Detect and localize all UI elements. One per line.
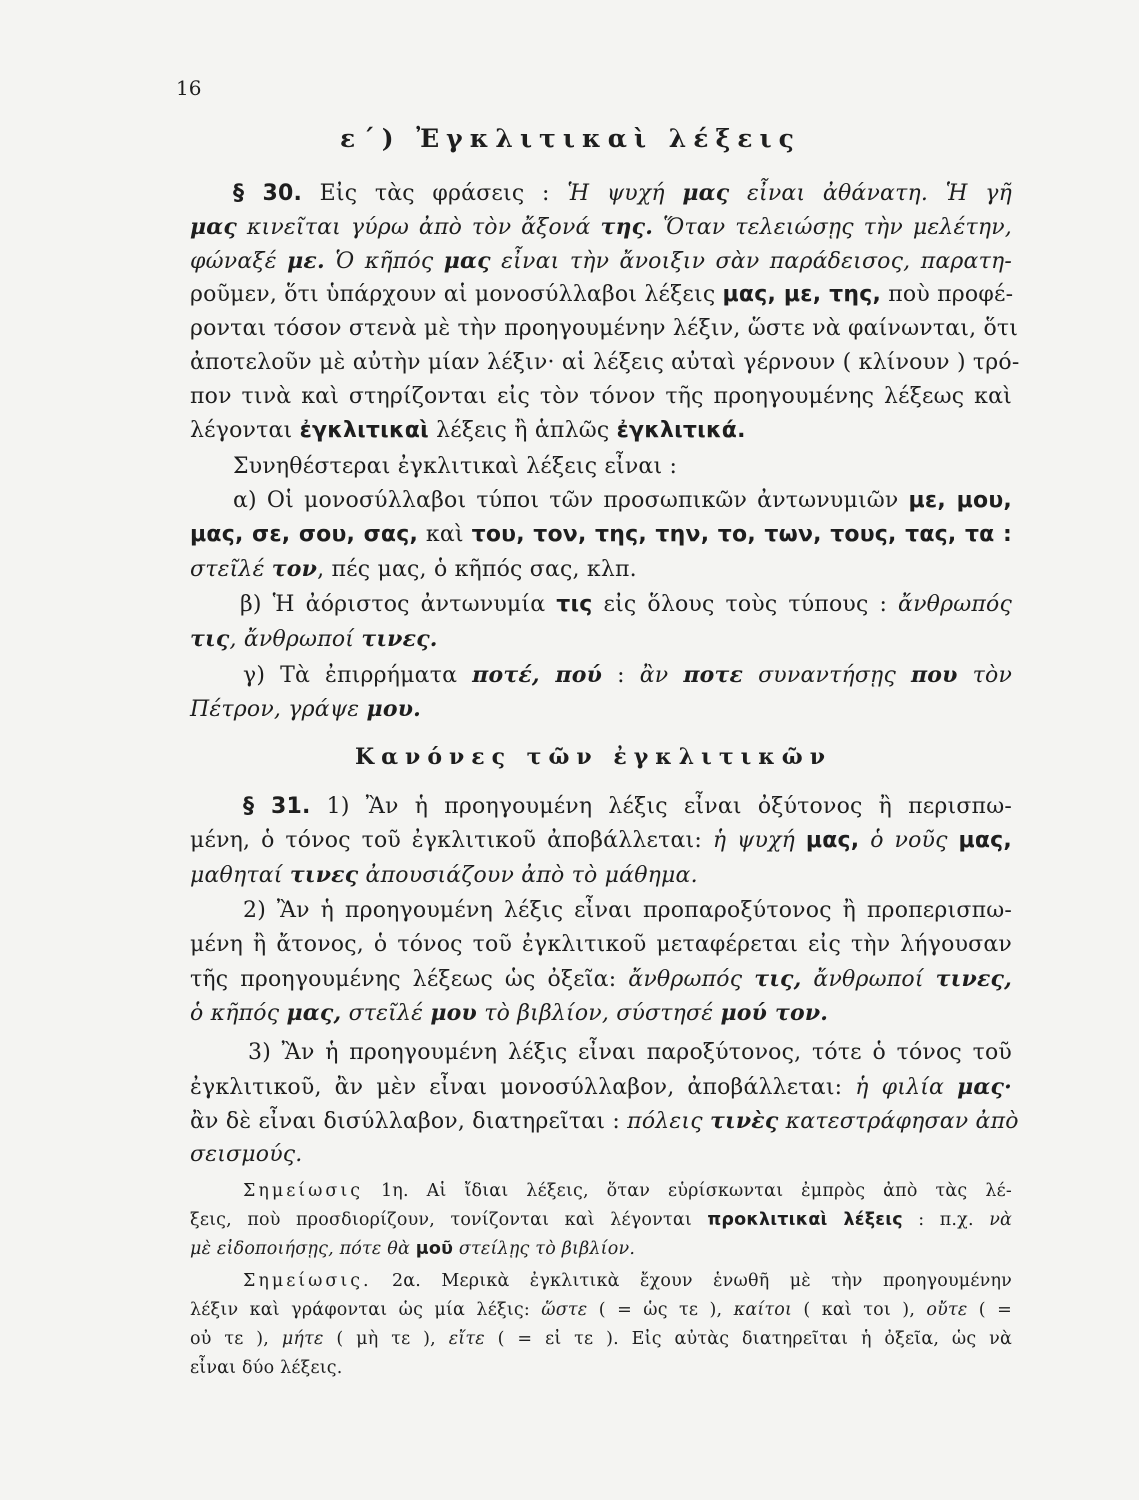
paragraph-line: ἂν δὲ εἶναι δισύλλαβον, διατηρεῖται : πόλεις τινὲς κατεστράφησαν ἀπὸ xyxy=(190,1108,1019,1134)
paragraph-line: πον τινὰ καὶ στηρίζονται εἰς τὸν τόνον τῆς προηγουμένης λέξεως καὶ xyxy=(190,384,1012,409)
section-heading: ε΄) Ἐγκλιτικαὶ λέξεις xyxy=(340,124,801,153)
note-line: οὐ τε ), μήτε ( μὴ τε ), εἴτε ( = εἰ τε ). Εἰς αὐτὰς διατηρεῖται ἡ ὀξεῖα, ὡς νὰ xyxy=(190,1329,1012,1349)
paragraph-line: σεισμούς. xyxy=(190,1142,303,1167)
paragraph-line: § 31. 1) Ἂν ἡ προηγουμένη λέξις εἶναι ὀξύτονος ἢ περισπω- xyxy=(243,794,1012,819)
paragraph-line: ρονται τόσον στενὰ μὲ τὴν προηγουμένην λέξιν, ὥστε νὰ φαίνωνται, ὅτι xyxy=(190,316,1019,341)
paragraph-line: Πέτρον, γράψε μου. xyxy=(190,696,422,722)
paragraph-line: ροῦμεν, ὅτι ὑπάρχουν αἱ μονοσύλλαβοι λέξεις μας, με, της, ποὺ προφέ- xyxy=(190,282,1014,307)
paragraph-line: μαθηταί τινες ἀπουσιάζουν ἀπὸ τὸ μάθημα. xyxy=(190,862,698,888)
note-line: ξεις, ποὺ προσδιορίζουν, τονίζονται καὶ λέγονται προκλιτικαὶ λέξεις : π.χ. νὰ xyxy=(190,1210,1013,1230)
paragraph-line: μας κινεῖται γύρω ἀπὸ τὸν ἄξονά της. Ὅταν τελειώσῃς τὴν μελέτην, xyxy=(190,214,1013,240)
note-line: μὲ εἰδοποιήσῃς, πότε θὰ μοῦ στείλῃς τὸ βιβλίον. xyxy=(190,1239,636,1259)
paragraph-line: § 30. Εἰς τὰς φράσεις : Ἡ ψυχή μας εἶναι ἀθάνατη. Ἡ γῆ xyxy=(233,180,1012,206)
paragraph-line: μένη ἢ ἄτονος, ὁ τόνος τοῦ ἐγκλιτικοῦ μεταφέρεται εἰς τὴν λήγουσαν xyxy=(190,932,1012,957)
paragraph-line: 2) Ἂν ἡ προηγουμένη λέξις εἶναι προπαροξύτονος ἢ προπερισπω- xyxy=(243,898,1012,923)
paragraph-line: ὁ κῆπός μας, στεῖλέ μου τὸ βιβλίον, σύστησέ μού τον. xyxy=(190,1000,829,1026)
paragraph-line: μένη, ὁ τόνος τοῦ ἐγκλιτικοῦ ἀποβάλλεται: ἡ ψυχή μας, ὁ νοῦς μας, xyxy=(190,828,1012,853)
paragraph-line: λέγονται ἐγκλιτικαὶ λέξεις ἢ ἁπλῶς ἐγκλιτικά. xyxy=(190,418,746,443)
note-line: Σημείωσις. 2α. Μερικὰ ἐγκλιτικὰ ἔχουν ἑνωθῆ μὲ τὴν προηγουμένην xyxy=(243,1271,1012,1291)
subheading-rules: Κανόνες τῶν ἐγκλιτικῶν xyxy=(355,744,832,770)
paragraph-line: ἀποτελοῦν μὲ αὐτὴν μίαν λέξιν· αἱ λέξεις αὐταὶ γέρνουν ( κλίνουν ) τρό- xyxy=(190,350,1020,375)
page-number: 16 xyxy=(176,76,202,100)
paragraph-line: 3) Ἂν ἡ προηγουμένη λέξις εἶναι παροξύτονος, τότε ὁ τόνος τοῦ xyxy=(248,1040,1012,1065)
paragraph-line: στεῖλέ τον, πές μας, ὁ κῆπός σας, κλπ. xyxy=(190,556,637,582)
note-line: Σημείωσις 1η. Αἱ ἴδιαι λέξεις, ὅταν εὑρίσκωνται ἐμπρὸς ἀπὸ τὰς λέ- xyxy=(243,1181,1012,1201)
paragraph-line: γ) Τὰ ἐπιρρήματα ποτέ, πού : ἂν ποτε συναντήσῃς που τὸν xyxy=(243,662,1013,688)
note-line: εἶναι δύο λέξεις. xyxy=(190,1358,343,1378)
paragraph-line: μας, σε, σου, σας, καὶ του, τον, της, την, το, των, τους, τας, τα : xyxy=(190,522,1012,547)
paragraph-line: τῆς προηγουμένης λέξεως ὡς ὀξεῖα: ἄνθρωπός τις, ἄνθρωποί τινες, xyxy=(190,966,1012,992)
paragraph-line: τις, ἄνθρωποί τινες. xyxy=(190,626,438,652)
paragraph-line: β) Ἡ ἀόριστος ἀντωνυμία τις εἰς ὅλους τοὺς τύπους : ἄνθρωπός xyxy=(240,592,1013,617)
note-line: λέξιν καὶ γράφονται ὡς μία λέξις: ὥστε ( = ὡς τε ), καίτοι ( καὶ τοι ), οὔτε ( = xyxy=(190,1300,1013,1320)
paragraph-line: Συνηθέστεραι ἐγκλιτικαὶ λέξεις εἶναι : xyxy=(233,454,678,479)
paragraph-line: α) Οἱ μονοσύλλαβοι τύποι τῶν προσωπικῶν ἀντωνυμιῶν με, μου, xyxy=(233,488,1012,513)
paragraph-line: φώναξέ με. Ὁ κῆπός μας εἶναι τὴν ἄνοιξιν σὰν παράδεισος, παρατη- xyxy=(190,248,1012,274)
paragraph-line: ἐγκλιτικοῦ, ἂν μὲν εἶναι μονοσύλλαβον, ἀποβάλλεται: ἡ φιλία μας· xyxy=(190,1074,1012,1100)
